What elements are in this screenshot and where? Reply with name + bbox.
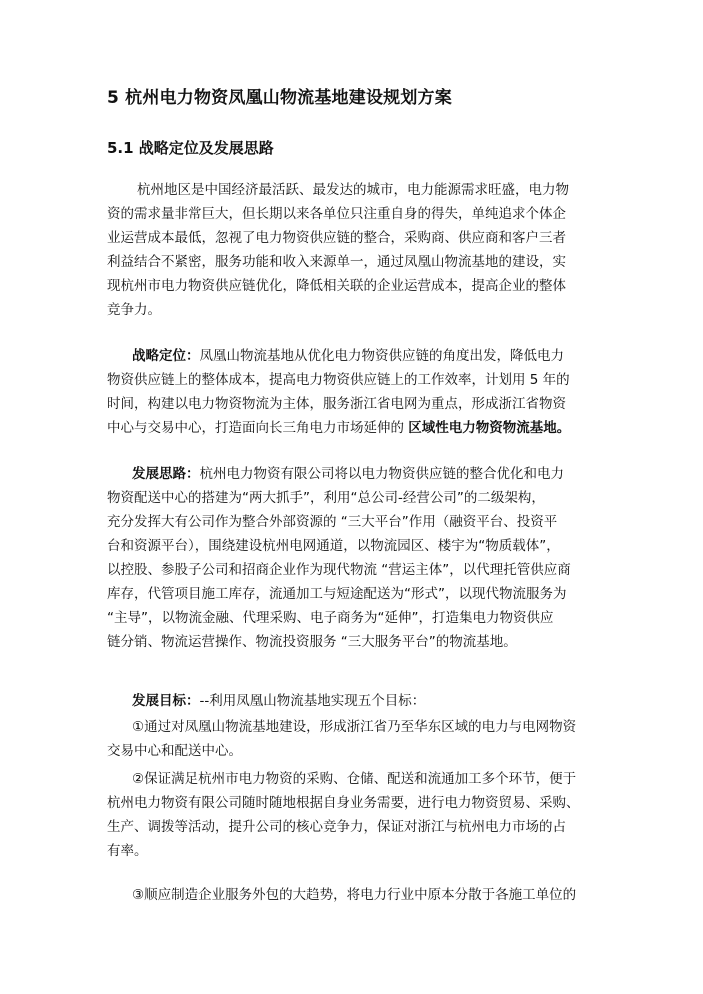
text-line: 库存，代管项目施工库存，流通加工与短途配送为“形式”，以现代物流服务为: [107, 586, 567, 602]
goals-heading-line: [107, 689, 597, 713]
text-line: ①通过对凤凰山物流基地建设，形成浙江省乃至华东区域的电力与电网物资: [132, 719, 577, 735]
positioning-label: 战略定位：: [132, 348, 200, 364]
text-line: 利益结合不紧密，服务功能和收入来源单一，通过凤凰山物流基地的建设，实: [107, 254, 566, 270]
text-line: ②保证满足杭州市电力物资的采购、仓储、配送和流通加工多个环节，便于: [132, 771, 577, 787]
text-line: [107, 344, 597, 368]
text-line: 资的需求量非常巨大，但长期以来各单位只注重自身的得失，单纯追求个体企: [107, 206, 566, 222]
chapter-title: 5 杭州电力物资凤凰山物流基地建设规划方案: [107, 88, 452, 108]
text-line: ③顺应制造企业服务外包的大趋势，将电力行业中原本分散于各施工单位的: [132, 887, 577, 903]
positioning-last-text: 中心与交易中心，打造面向长三角电力市场延伸的: [107, 420, 409, 436]
intro-paragraph: [107, 178, 597, 322]
goal-item-1: [107, 715, 597, 763]
approach-label: 发展思路：: [132, 466, 200, 482]
text-line: 链分销、物流运营操作、物流投资服务 “三大服务平台”的物流基地。: [107, 634, 517, 650]
goals-intro: --利用凤凰山物流基地实现五个目标：: [199, 693, 426, 709]
goal-item-2: [107, 767, 597, 863]
approach-text: 杭州电力物资有限公司将以电力物资供应链的整合优化和电力: [199, 466, 564, 482]
text-line: 物资配送中心的搭建为“两大抓手”，利用“总公司-经营公司”的二级架构，: [107, 490, 545, 506]
text-line: 时间，构建以电力物资物流为主体，服务浙江省电网为重点，形成浙江省物资: [107, 396, 566, 412]
text-line: 杭州电力物资有限公司随时随地根据自身业务需要，进行电力物资贸易、采购、: [107, 795, 580, 811]
section-heading: 5.1 战略定位及发展思路: [107, 139, 274, 157]
approach-paragraph: [107, 462, 597, 654]
text-line: 杭州地区是中国经济最活跃、最发达的城市，电力能源需求旺盛，电力物: [137, 182, 569, 198]
text-line: 现杭州市电力物资供应链优化，降低相关联的企业运营成本，提高企业的整体: [107, 278, 566, 294]
positioning-highlight: 区域性电力物资物流基地。: [408, 420, 571, 436]
text-line: 台和资源平台），围绕建设杭州电网通道，以物流园区、楼宇为“物质载体”，: [107, 538, 560, 554]
text-line: [107, 689, 597, 713]
text-line: 竞争力。: [107, 302, 161, 318]
text-line: 有率。: [107, 843, 148, 859]
text-line: 充分发挥大有公司作为整合外部资源的 “三大平台”作用（融资平台、投资平: [107, 514, 558, 530]
text-line: 生产、调拨等活动，提升公司的核心竞争力，保证对浙江与杭州电力市场的占: [107, 819, 566, 835]
positioning-text: 凤凰山物流基地从优化电力物资供应链的角度出发，降低电力: [199, 348, 564, 364]
goals-label: 发展目标：: [132, 693, 200, 709]
goal-item-3: [107, 883, 597, 907]
text-line: 业运营成本最低，忽视了电力物资供应链的整合，采购商、供应商和客户三者: [107, 230, 566, 246]
positioning-paragraph: [107, 344, 597, 440]
text-line: 以控股、参股子公司和招商企业作为现代物流 “营运主体”，以代理托管供应商: [107, 562, 571, 578]
text-line: 物资供应链上的整体成本，提高电力物资供应链上的工作效率，计划用 5 年的: [107, 372, 570, 388]
text-line: [107, 416, 597, 440]
text-line: “主导”，以物流金融、代理采购、电子商务为“延伸”，打造集电力物资供应: [107, 610, 554, 626]
text-line: 交易中心和配送中心。: [107, 743, 242, 759]
text-line: [107, 462, 597, 486]
